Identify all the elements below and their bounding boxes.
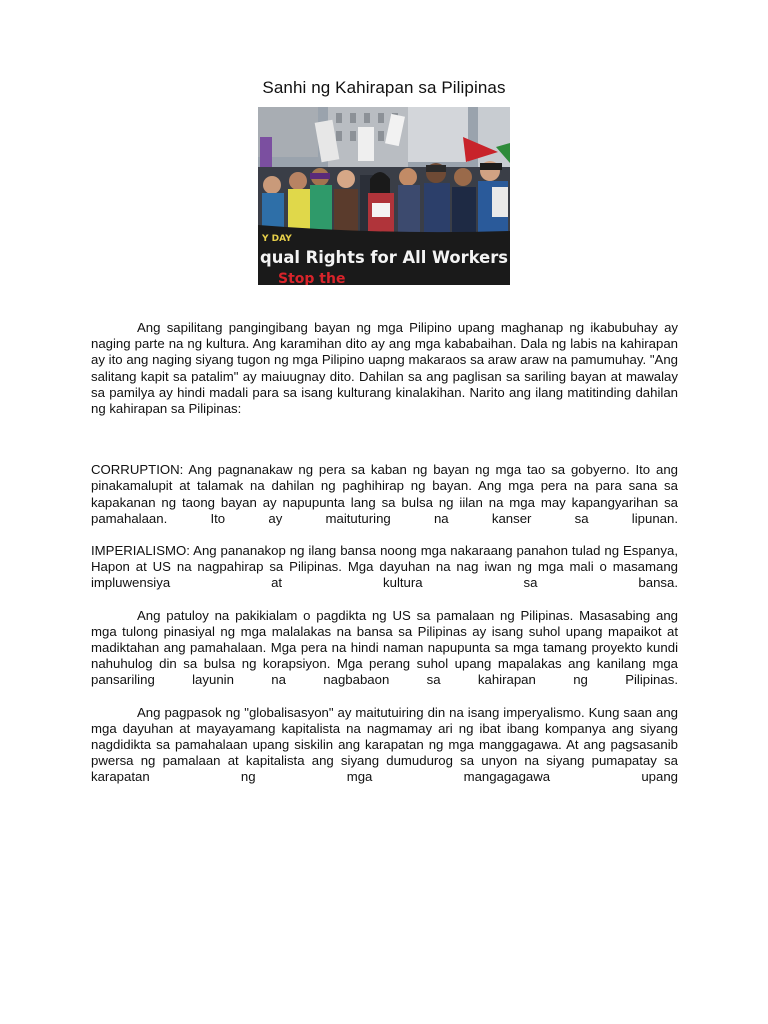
banner-main-text: qual Rights for All Workers [260, 248, 508, 268]
protest-photo [258, 107, 510, 285]
paragraph-globalisasyon: Ang pagpasok ng "globalisasyon" ay maitutuiring din na isang imperyalismo. Kung saan ang mga dayuhan at mayayamang kapitalista na nagmamay ari ng ibat ibang kompanya ang siyang nagdidikta sa pamahalaan upang siskilin ang karapatan ng mga manggagawa. At ang pagsasanib pwersa ng pamalaan at kapitalista ang siyang dumudurog sa unyon na siyang pumapatay sa karapatan ng mga mangagagawa upang [91, 704, 678, 785]
banner-stop-text: Stop the [278, 271, 346, 285]
protest-photo-illustration [258, 107, 510, 285]
protest-banner [258, 225, 510, 285]
banner-corner-text: Y DAY [262, 234, 292, 244]
paragraph-intro: Ang sapilitang pangingibang bayan ng mga Pilipino upang maghanap ng ikabubuhay ay naging parte na ng kultura. Ang karamihan dito ay ang mga kababaihan. Dala ng labis na kahirapan ay ito ang naging siyang tugon ng mga Pilipino uapng makaraos sa araw araw na pamumuhay. "Ang salitang kapit sa patalim" ay maiuugnay dito. Dahilan sa ang paglisan sa sariling bayan at mawalay sa pamilya ay hindi madali para sa isang kulturang kinalakihan. Narito ang ilang matitinding dahilan ng kahirapan sa Pilipinas: [91, 320, 678, 417]
paragraph-corruption: CORRUPTION: Ang pagnanakaw ng pera sa kaban ng bayan ng mga tao sa gobyerno. Ito ang pinakamalupit at talamak na dahilan ng paghihirap ng bayan. Ang mga pera na para sana sa kapakanan ng taong bayan ay napupunta lang sa bulsa ng iilan na mga may kapangyarihan sa pamahalaan. Ito ay maituturing na kanser sa lipunan. [91, 462, 678, 526]
paragraph-imperialismo: IMPERIALISMO: Ang pananakop ng ilang bansa noong mga nakaraang panahon tulad ng Espanya, Hapon at US na nagpahirap sa Pilipinas. Mga dayuhan na nag iwan ng mga mali o masamang impluwensiya at kultura sa bansa. [91, 543, 678, 591]
page-title: Sanhi ng Kahirapan sa Pilipinas [262, 78, 506, 97]
document-body [91, 320, 678, 786]
paragraph-us-intervention: Ang patuloy na pakikialam o pagdikta ng US sa pamalaan ng Pilipinas. Masasabing ang mga tulong pinasiyal ng mga malalakas na bansa sa Pilipinas ay isang suhol upang mapaikot at madiktahan ang pamahalaan. Mga pera na hindi naman napupunta sa mga tamang proyekto kundi nahuhulog din sa bulsa ng korapsiyon. Mga perang suhol upang mapalakas ang kanilang mga pansariling layunin na nagbabaon sa kahirapan ng Pilipinas. [91, 607, 678, 688]
